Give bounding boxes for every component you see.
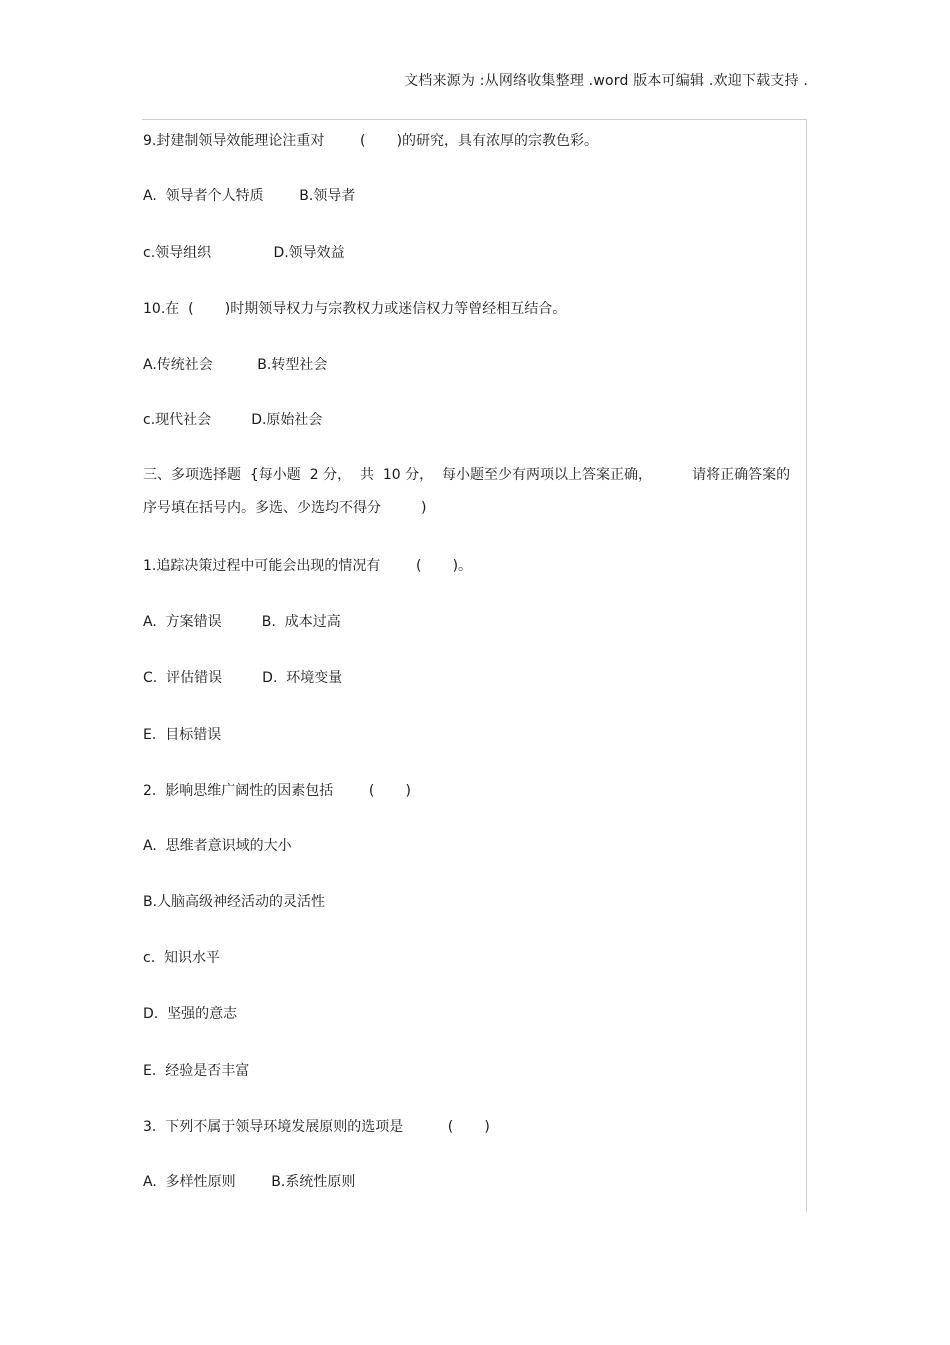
question-9-options-ab: A. 领导者个人特质 B.领导者 [143, 188, 356, 204]
section-3-heading-cont: 序号填在括号内。多选、少选均不得分 ) [143, 500, 427, 516]
mc-question-2-option-d: D. 坚强的意志 [143, 1006, 238, 1022]
section-3-heading: 三、多项选择题 {每小题 2 分， 共 10 分， 每小题至少有两项以上答案正确， 请将正确答案的 [143, 467, 791, 483]
mc-question-2-option-c: c. 知识水平 [143, 950, 221, 966]
question-10-options-ab: A.传统社会 B.转型社会 [143, 357, 328, 373]
mc-question-2-option-b: B.人脑高级神经活动的灵活性 [143, 894, 326, 910]
mc-question-1-options-ab: A. 方案错误 B. 成本过高 [143, 614, 341, 630]
mc-question-1-text: 1.追踪决策过程中可能会出现的情况有 ( )。 [143, 558, 473, 574]
mc-question-1-option-e: E. 目标错误 [143, 727, 222, 743]
document-source-note: 文档来源为 :从网络收集整理 .word 版本可编辑 .欢迎下载支持 . [404, 73, 808, 89]
mc-question-3-text: 3. 下列不属于领导环境发展原则的选项是 ( ) [143, 1119, 490, 1135]
question-9-text: 9.封建制领导效能理论注重对 ( )的研究，具有浓厚的宗教色彩。 [143, 133, 599, 149]
mc-question-3-options-ab: A. 多样性原则 B.系统性原则 [143, 1174, 356, 1190]
question-10-options-cd: c.现代社会 D.原始社会 [143, 412, 323, 428]
mc-question-2-text: 2. 影响思维广阔性的因素包括 ( ) [143, 783, 411, 799]
mc-question-1-options-cd: C. 评估错误 D. 环境变量 [143, 670, 343, 686]
mc-question-2-option-a: A. 思维者意识域的大小 [143, 838, 292, 854]
question-10-text: 10.在 ( )时期领导权力与宗教权力或迷信权力等曾经相互结合。 [143, 301, 567, 317]
question-9-options-cd: c.领导组织 D.领导效益 [143, 245, 345, 261]
mc-question-2-option-e: E. 经验是否丰富 [143, 1063, 250, 1079]
content-frame [142, 119, 807, 1212]
